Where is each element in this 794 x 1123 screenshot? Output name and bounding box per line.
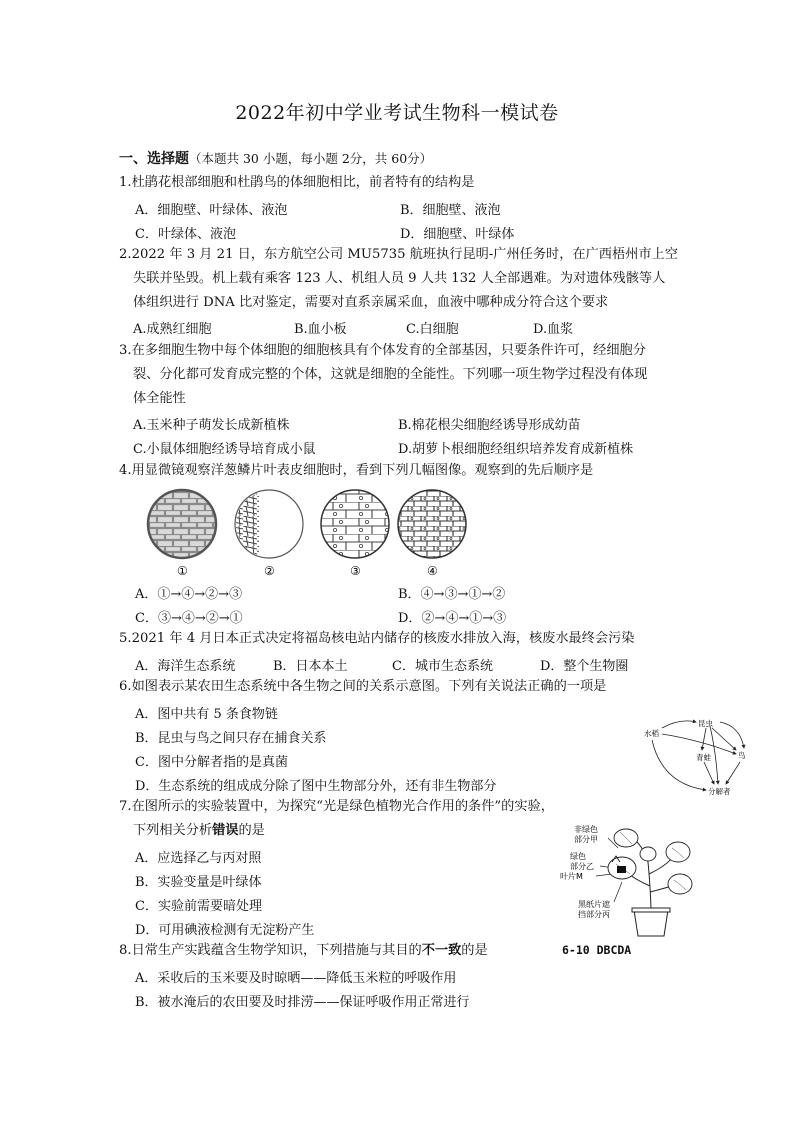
- label-green-1: 绿色: [570, 852, 586, 861]
- q6-stem: 6.如图表示某农田生态系统中各生物之间的关系示意图。下列有关说法正确的一项是: [119, 679, 607, 694]
- q5-option-a: A．海洋生态系统: [135, 659, 236, 674]
- q5-option-c: C．城市生态系统: [392, 659, 493, 674]
- q6-option-a: A．图中共有 5 条食物链: [135, 707, 278, 722]
- q3-option-c: C.小鼠体细胞经诱导培育成小鼠: [133, 442, 316, 457]
- q1-option-d: D．细胞壁、叶绿体: [400, 227, 515, 242]
- q2-option-a: A.成熟红细胞: [133, 322, 212, 337]
- q8-stem-post: 的是: [461, 943, 488, 958]
- q1-stem: 1.杜鹃花根部细胞和杜鹃鸟的体细胞相比，前者特有的结构是: [119, 175, 475, 190]
- q3-line-1: 3.在多细胞生物中每个体细胞的细胞核具有个体发育的全部基因，只要条件许可，经细胞分: [119, 343, 646, 358]
- q2-option-b: B.血小板: [294, 322, 347, 337]
- node-bird: 鸟: [738, 751, 746, 760]
- q3-option-d: D.胡萝卜根细胞经组织培养发育成新植株: [398, 442, 634, 457]
- image-3: [321, 490, 389, 558]
- q6-option-b: B．昆虫与鸟之间只存在捕食关系: [135, 731, 327, 746]
- q6-option-c: C．图中分解者指的是真菌: [135, 755, 288, 770]
- q1-option-b: B．细胞壁、液泡: [400, 203, 501, 218]
- node-rice: 水稻: [644, 729, 659, 738]
- q2-line-1: 2.2022 年 3 月 21 日，东方航空公司 MU5735 航班执行昆明-广州任务时，在广西梧州市上空: [119, 247, 678, 262]
- q3-line-2: 裂、分化都可发育成完整的个体，这就是细胞的全能性。下列哪一项生物学过程没有体现: [133, 367, 648, 382]
- q5-stem: 5.2021 年 4 月日本正式决定将福岛核电站内储存的核废水排放入海，核废水最终会污染: [119, 631, 635, 646]
- q8-stem-pre: 8.日常生产实践蕴含生物学知识，下列措施与其目的: [119, 943, 422, 958]
- node-decomposer: 分解者: [708, 787, 731, 796]
- q7-line-2: [133, 822, 265, 840]
- node-insect: 昆虫: [698, 719, 713, 728]
- q3-option-a: A.玉米种子萌发长成新植株: [133, 418, 290, 433]
- q7-option-b: B．实验变量是叶绿体: [135, 875, 262, 890]
- label-green-2: 部分乙: [570, 862, 594, 871]
- q2-line-2: 失联并坠毁。机上载有乘客 123 人、机组人员 9 人共 132 人全部遇难。为对遗体残骸等人: [133, 271, 666, 286]
- q2-option-d: D.血浆: [533, 322, 574, 337]
- q4-option-a: A．①→④→②→③: [135, 587, 243, 602]
- q7-option-d: D．可用碘液检测有无淀粉产生: [135, 923, 315, 938]
- food-web-diagram: [640, 712, 760, 800]
- q5-option-b: B．日本本土: [273, 659, 348, 674]
- q6-option-d: D．生态系统的组成成分除了图中生物部分外，还有非生物部分: [135, 779, 497, 794]
- q2-option-c: C.白细胞: [406, 322, 459, 337]
- image-1: [148, 490, 216, 558]
- section-note: （本题共 30 小题，每小题 2分，共 60分）: [189, 151, 433, 166]
- q2-line-3: 体组织进行 DNA 比对鉴定，需要对直系亲属采血，血液中哪种成分符合这个要求: [133, 295, 609, 310]
- q7-line-2-pre: 下列相关分析: [133, 823, 213, 838]
- q4-option-b: B．④→③→①→②: [398, 587, 506, 602]
- potted-plant-diagram: [556, 822, 696, 940]
- image-label-3: ③: [350, 564, 361, 578]
- q3-option-b: B.棉花根尖细胞经诱导形成幼苗: [398, 418, 581, 433]
- black-paper-patch: [617, 866, 626, 873]
- q4-stem: 4.用显微镜观察洋葱鳞片叶表皮细胞时，看到下列几幅图像。观察到的先后顺序是: [119, 463, 594, 478]
- label-nongreen-1: 非绿色: [574, 825, 598, 834]
- image-2: [235, 490, 303, 558]
- q7-line-1: 7.在图所示的实验装置中，为探究“光是绿色植物光合作用的条件”的实验，: [119, 799, 554, 814]
- q7-line-2-bold: 错误: [212, 823, 239, 838]
- section-heading: [119, 150, 432, 169]
- q4-option-c: C．③→④→②→①: [135, 611, 243, 626]
- q7-line-2-post: 的是: [238, 823, 265, 838]
- image-label-2: ②: [264, 564, 275, 578]
- page-title: 2022年初中学业考试生物科一模试卷: [235, 102, 559, 124]
- image-label-1: ①: [177, 564, 188, 578]
- q1-option-c: C．叶绿体、液泡: [135, 227, 236, 242]
- q7-option-a: A．应选择乙与丙对照: [135, 851, 262, 866]
- label-leaf-m: 叶片M: [560, 872, 583, 881]
- microscope-images: [145, 486, 475, 578]
- node-frog: 青蛙: [696, 753, 711, 762]
- q1-option-a: A．细胞壁、叶绿体、液泡: [135, 203, 288, 218]
- q8-option-a: A．采收后的玉米要及时晾晒——降低玉米粒的呼吸作用: [135, 971, 457, 986]
- answer-note: 6-10 DBCDA: [562, 943, 632, 957]
- q5-option-d: D．整个生物圈: [540, 659, 629, 674]
- q8-option-b: B．被水淹后的农田要及时排涝——保证呼吸作用正常进行: [135, 995, 470, 1010]
- label-nongreen-2: 部分甲: [574, 835, 598, 844]
- label-black-paper-2: 挡部分丙: [578, 910, 610, 919]
- q4-option-d: D．②→④→①→③: [398, 611, 507, 626]
- section-title: 一、选择题: [119, 151, 189, 167]
- label-black-paper-1: 黑纸片遮: [578, 900, 610, 909]
- image-label-4: ④: [427, 564, 438, 578]
- q8-stem: [119, 942, 488, 960]
- q8-stem-bold: 不一致: [421, 943, 462, 958]
- image-4: [398, 490, 466, 558]
- q3-line-3: 体全能性: [133, 391, 186, 406]
- q7-option-c: C．实验前需要暗处理: [135, 899, 262, 914]
